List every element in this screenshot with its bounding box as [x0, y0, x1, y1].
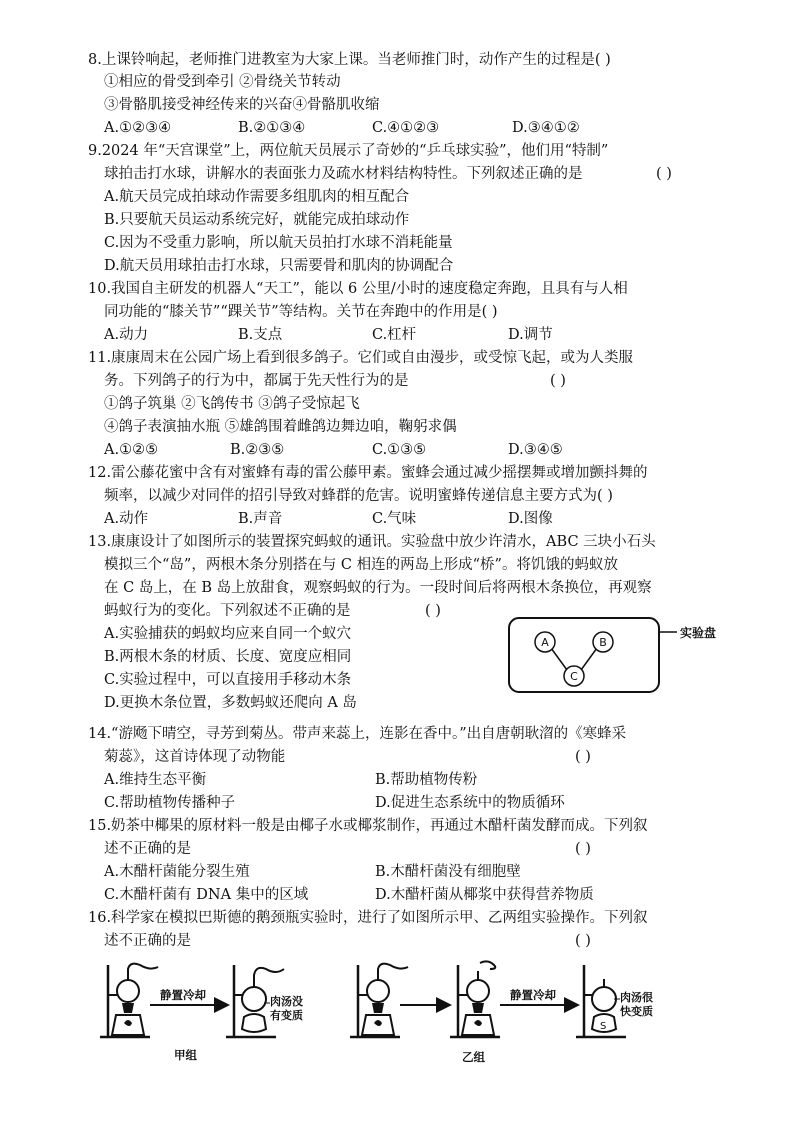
tray-label: 实验盘 — [680, 626, 717, 640]
q9-stem: 9.2024 年“天宫课堂”上，两位航天员展示了奇妙的“乒乓球实验”，他们用“特制” — [88, 143, 609, 159]
ant-experiment-tray-figure — [505, 612, 745, 698]
q14-stem: 14.“游飏下晴空，寻芳到菊丛。带声来蕊上，连影在香中。”出自唐朝耿㳷的《寒蜂采 — [88, 726, 627, 742]
q15-option-d[interactable]: D.木醋杆菌从椰浆中获得营养物质 — [375, 887, 594, 903]
q16-stem: 16.科学家在模拟巴斯德的鹅颈瓶实验时，进行了如图所示甲、乙两组实验操作。下列叙 — [88, 910, 648, 926]
group-a-heated-flask — [100, 964, 158, 1037]
q8-option-d[interactable]: D.③④①② — [512, 120, 580, 136]
q10-stem: 10.我国自主研发的机器人“天工”，能以 6 公里/小时的速度稳定奔跑，且具有与人相 — [88, 281, 628, 297]
q12-option-c[interactable]: C.气味 — [372, 511, 417, 527]
q9-stem-cont: 球拍击打水球，讲解水的表面张力及疏水材料结构特性。下列叙述正确的是 — [104, 166, 583, 182]
q14-option-b[interactable]: B.帮助植物传粉 — [375, 772, 478, 788]
q8-item-line: ①相应的骨受到牵引 ②骨绕关节转动 — [104, 74, 341, 90]
q13-stem-cont: 在 C 岛上，在 B 岛上放甜食，观察蚂蚁的行为。一段时间后将两根木条换位，再观察 — [104, 580, 652, 596]
result-a-line2: 有变质 — [270, 1009, 303, 1022]
result-b-line1: 肉汤很 — [620, 991, 653, 1004]
island-b-label: B — [599, 636, 607, 649]
q9-answer-paren[interactable]: ( ) — [656, 166, 672, 182]
q13-option-d[interactable]: D.更换木条位置，多数蚂蚁还爬向 A 岛 — [104, 695, 357, 711]
q14-answer-paren[interactable]: ( ) — [575, 749, 591, 765]
q12-stem-cont: 频率，以减少对同伴的招引导致对蜂群的危害。说明蜜蜂传递信息主要方式为( ) — [104, 488, 613, 504]
group-b-label: 乙组 — [462, 1050, 485, 1064]
q13-stem-cont: 模拟三个“岛”，两根木条分别搭在与 C 相连的两岛上形成“桥”。将饥饿的蚂蚁放 — [104, 557, 618, 573]
q15-stem: 15.奶茶中椰果的原材料一般是由椰子水或椰浆制作，再通过木醋杆菌发酵而成。下列叙 — [88, 818, 648, 834]
q9-option-a[interactable]: A.航天员完成拍球动作需要多组肌肉的相互配合 — [104, 189, 410, 205]
q15-option-c[interactable]: C.木醋杆菌有 DNA 集中的区域 — [104, 887, 309, 903]
q14-stem-cont: 菊蕊》，这首诗体现了动物能 — [104, 749, 286, 765]
q12-stem: 12.雷公藤花蜜中含有对蜜蜂有毒的雷公藤甲素。蜜蜂会通过减少摇摆舞或增加颤抖舞的 — [88, 465, 648, 481]
q10-option-c[interactable]: C.杠杆 — [372, 327, 417, 343]
group-a-label: 甲组 — [174, 1048, 197, 1062]
group-b-cooled-flask — [576, 965, 626, 1037]
q14-option-a[interactable]: A.维持生态平衡 — [104, 772, 207, 788]
q9-option-c[interactable]: C.因为不受重力影响，所以航天员拍打水球不消耗能量 — [104, 235, 453, 251]
group-b-arrow-label: 静置冷却 — [510, 988, 556, 1002]
group-b-broken-neck-flask — [450, 961, 500, 1037]
bridge-b-c — [581, 648, 597, 670]
q13-stem: 13.康康设计了如图所示的装置探究蚂蚁的通讯。实验盘中放少许清水，ABC 三块小石头 — [88, 534, 656, 550]
island-a-label: A — [541, 636, 549, 649]
q14-option-d[interactable]: D.促进生态系统中的物质循环 — [375, 795, 565, 811]
q9-option-b[interactable]: B.只要航天员运动系统完好，就能完成拍球动作 — [104, 212, 410, 228]
group-b-heated-flask — [350, 964, 408, 1037]
island-c-label: C — [570, 670, 578, 683]
q12-option-b[interactable]: B.声音 — [238, 511, 283, 527]
q10-option-d[interactable]: D.调节 — [508, 327, 553, 343]
q11-answer-paren[interactable]: ( ) — [550, 373, 566, 389]
q13-answer-paren[interactable]: ( ) — [425, 603, 441, 619]
q8-option-c[interactable]: C.④①②③ — [372, 120, 440, 136]
q8-option-a[interactable]: A.①②③④ — [104, 120, 172, 136]
q11-option-a[interactable]: A.①②⑤ — [104, 442, 159, 458]
q11-option-c[interactable]: C.①③⑤ — [372, 442, 427, 458]
q12-option-a[interactable]: A.动作 — [104, 511, 149, 527]
q11-option-d[interactable]: D.③④⑤ — [508, 442, 563, 458]
q13-option-c[interactable]: C.实验过程中，可以直接用手移动木条 — [104, 672, 352, 688]
q8-option-b[interactable]: B.②①③④ — [238, 120, 306, 136]
svg-text:S: S — [600, 1021, 607, 1032]
q10-option-a[interactable]: A.动力 — [104, 327, 149, 343]
q13-option-a[interactable]: A.实验捕获的蚂蚁均应来自同一个蚁穴 — [104, 626, 352, 642]
q11-stem: 11.康康周末在公园广场上看到很多鸽子。它们或自由漫步，或受惊飞起，或为人类服 — [88, 350, 634, 366]
q15-option-a[interactable]: A.木醋杆菌能分裂生殖 — [104, 864, 250, 880]
q13-option-b[interactable]: B.两根木条的材质、长度、宽度应相同 — [104, 649, 352, 665]
q11-item-line: ④鸽子表演抽水瓶 ⑤雄鸽围着雌鸽边舞边咱，鞠躬求偶 — [104, 419, 457, 435]
q9-option-d[interactable]: D.航天员用球拍击打水球，只需要骨和肌肉的协调配合 — [104, 258, 454, 274]
result-b-line2: 快变质 — [620, 1005, 653, 1018]
bridge-a-c — [551, 648, 567, 670]
q16-answer-paren[interactable]: ( ) — [575, 933, 591, 949]
tray-outline — [509, 618, 659, 692]
q10-option-b[interactable]: B.支点 — [238, 327, 283, 343]
result-a-line1: 肉汤没 — [270, 995, 303, 1008]
swan-neck-flask-figure — [100, 955, 700, 1065]
q14-option-c[interactable]: C.帮助植物传播种子 — [104, 795, 236, 811]
q11-stem-cont: 务。下列鸽子的行为中，都属于先天性行为的是 — [104, 373, 409, 389]
q8-stem: 8.上课铃响起，老师推门进教室为大家上课。当老师推门时，动作产生的过程是( ) — [88, 52, 611, 68]
q15-option-b[interactable]: B.木醋杆菌没有细胞壁 — [375, 864, 521, 880]
q16-stem-cont: 述不正确的是 — [104, 933, 191, 949]
q15-stem-cont: 述不正确的是 — [104, 841, 191, 857]
q10-stem-cont: 同功能的“膝关节”“踝关节”等结构。关节在奔跑中的作用是( ) — [104, 304, 498, 320]
q11-option-b[interactable]: B.②③⑤ — [230, 442, 285, 458]
q11-item-line: ①鸽子筑巢 ②飞鸽传书 ③鸽子受惊起飞 — [104, 396, 360, 412]
q15-answer-paren[interactable]: ( ) — [575, 841, 591, 857]
q8-item-line: ③骨骼肌接受神经传来的兴奋④骨骼肌收缩 — [104, 97, 380, 113]
q13-stem-cont: 蚂蚁行为的变化。下列叙述不正确的是 — [104, 603, 351, 619]
q12-option-d[interactable]: D.图像 — [508, 511, 553, 527]
group-a-arrow-label: 静置冷却 — [160, 988, 206, 1002]
